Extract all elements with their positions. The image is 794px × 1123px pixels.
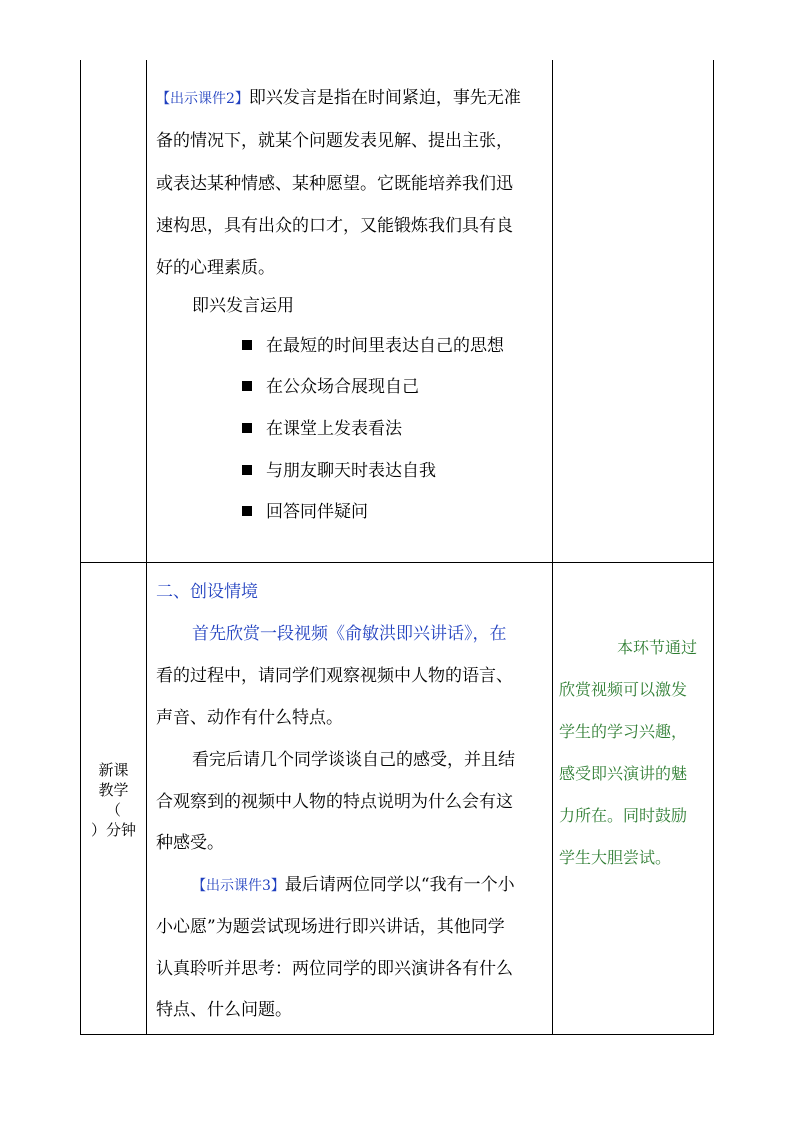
paragraph-line: 种感受。 [156, 833, 224, 853]
new-lesson-content [147, 563, 551, 1033]
bullet-item: 回答同伴疑问 [242, 502, 368, 522]
courseware-tag: 【出示课件2】 [156, 91, 249, 107]
table-border-right [713, 60, 714, 1035]
square-bullet-icon [242, 381, 252, 391]
bullet-item: 与朋友聊天时表达自我 [242, 461, 436, 481]
paragraph-line: 合观察到的视频中人物的特点说明为什么会有这 [156, 792, 513, 812]
paragraph-line: 或表达某种情感、某种愿望。它既能培养我们迅 [156, 174, 513, 194]
paragraph-line: 特点、什么问题。 [156, 1000, 292, 1020]
table-border-bottom [80, 1034, 714, 1035]
square-bullet-icon [242, 340, 252, 350]
paragraph-line: 即兴发言是指在时间紧迫，事先无准 [248, 88, 521, 108]
paragraph-line: 好的心理素质。 [156, 258, 275, 278]
paragraph-line: 首先欣赏一段视频《俞敏洪即兴讲话》，在 [192, 624, 507, 644]
table-border-left [80, 60, 81, 1035]
note-line: 学生大胆尝试。 [559, 848, 672, 867]
section-title: 二、创设情境 [156, 582, 258, 602]
note-line: 本环节通过 [617, 638, 698, 657]
bullet-item: 在公众场合展现自己 [242, 377, 419, 397]
square-bullet-icon [242, 506, 252, 516]
paragraph-line: 看的过程中，请同学们观察视频中人物的语言、 [156, 666, 513, 686]
paragraph-line: 看完后请几个同学谈谈自己的感受，并且结 [192, 750, 515, 770]
paragraph-line: 小心愿”为题尝试现场进行即兴讲话，其他同学 [156, 917, 505, 937]
top-content [147, 60, 551, 562]
note-line: 感受即兴演讲的魅 [559, 764, 688, 783]
square-bullet-icon [242, 465, 252, 475]
paragraph-line: 速构思，具有出众的口才，又能锻炼我们具有良 [156, 216, 513, 236]
bullet-item: 在最短的时间里表达自己的思想 [242, 336, 504, 356]
paragraph-line: 最后请两位同学以“我有一个小 [284, 875, 515, 895]
courseware-tag: 【出示课件3】 [192, 878, 285, 894]
note-line: 学生的学习兴趣， [559, 722, 688, 741]
design-note [553, 563, 713, 1033]
note-line: 欣赏视频可以激发 [559, 680, 688, 699]
paragraph-line: 声音、动作有什么特点。 [156, 708, 343, 728]
side-label: 新课 教学 （ ）分钟 [90, 761, 136, 839]
paragraph-line: 备的情况下，就某个问题发表见解、提出主张， [156, 131, 513, 151]
note-line: 力所在。同时鼓励 [559, 806, 688, 825]
usage-heading: 即兴发言运用 [192, 296, 294, 316]
paragraph-line: 认真聆听并思考：两位同学的即兴演讲各有什么 [156, 959, 513, 979]
bullet-item: 在课堂上发表看法 [242, 419, 402, 439]
square-bullet-icon [242, 423, 252, 433]
